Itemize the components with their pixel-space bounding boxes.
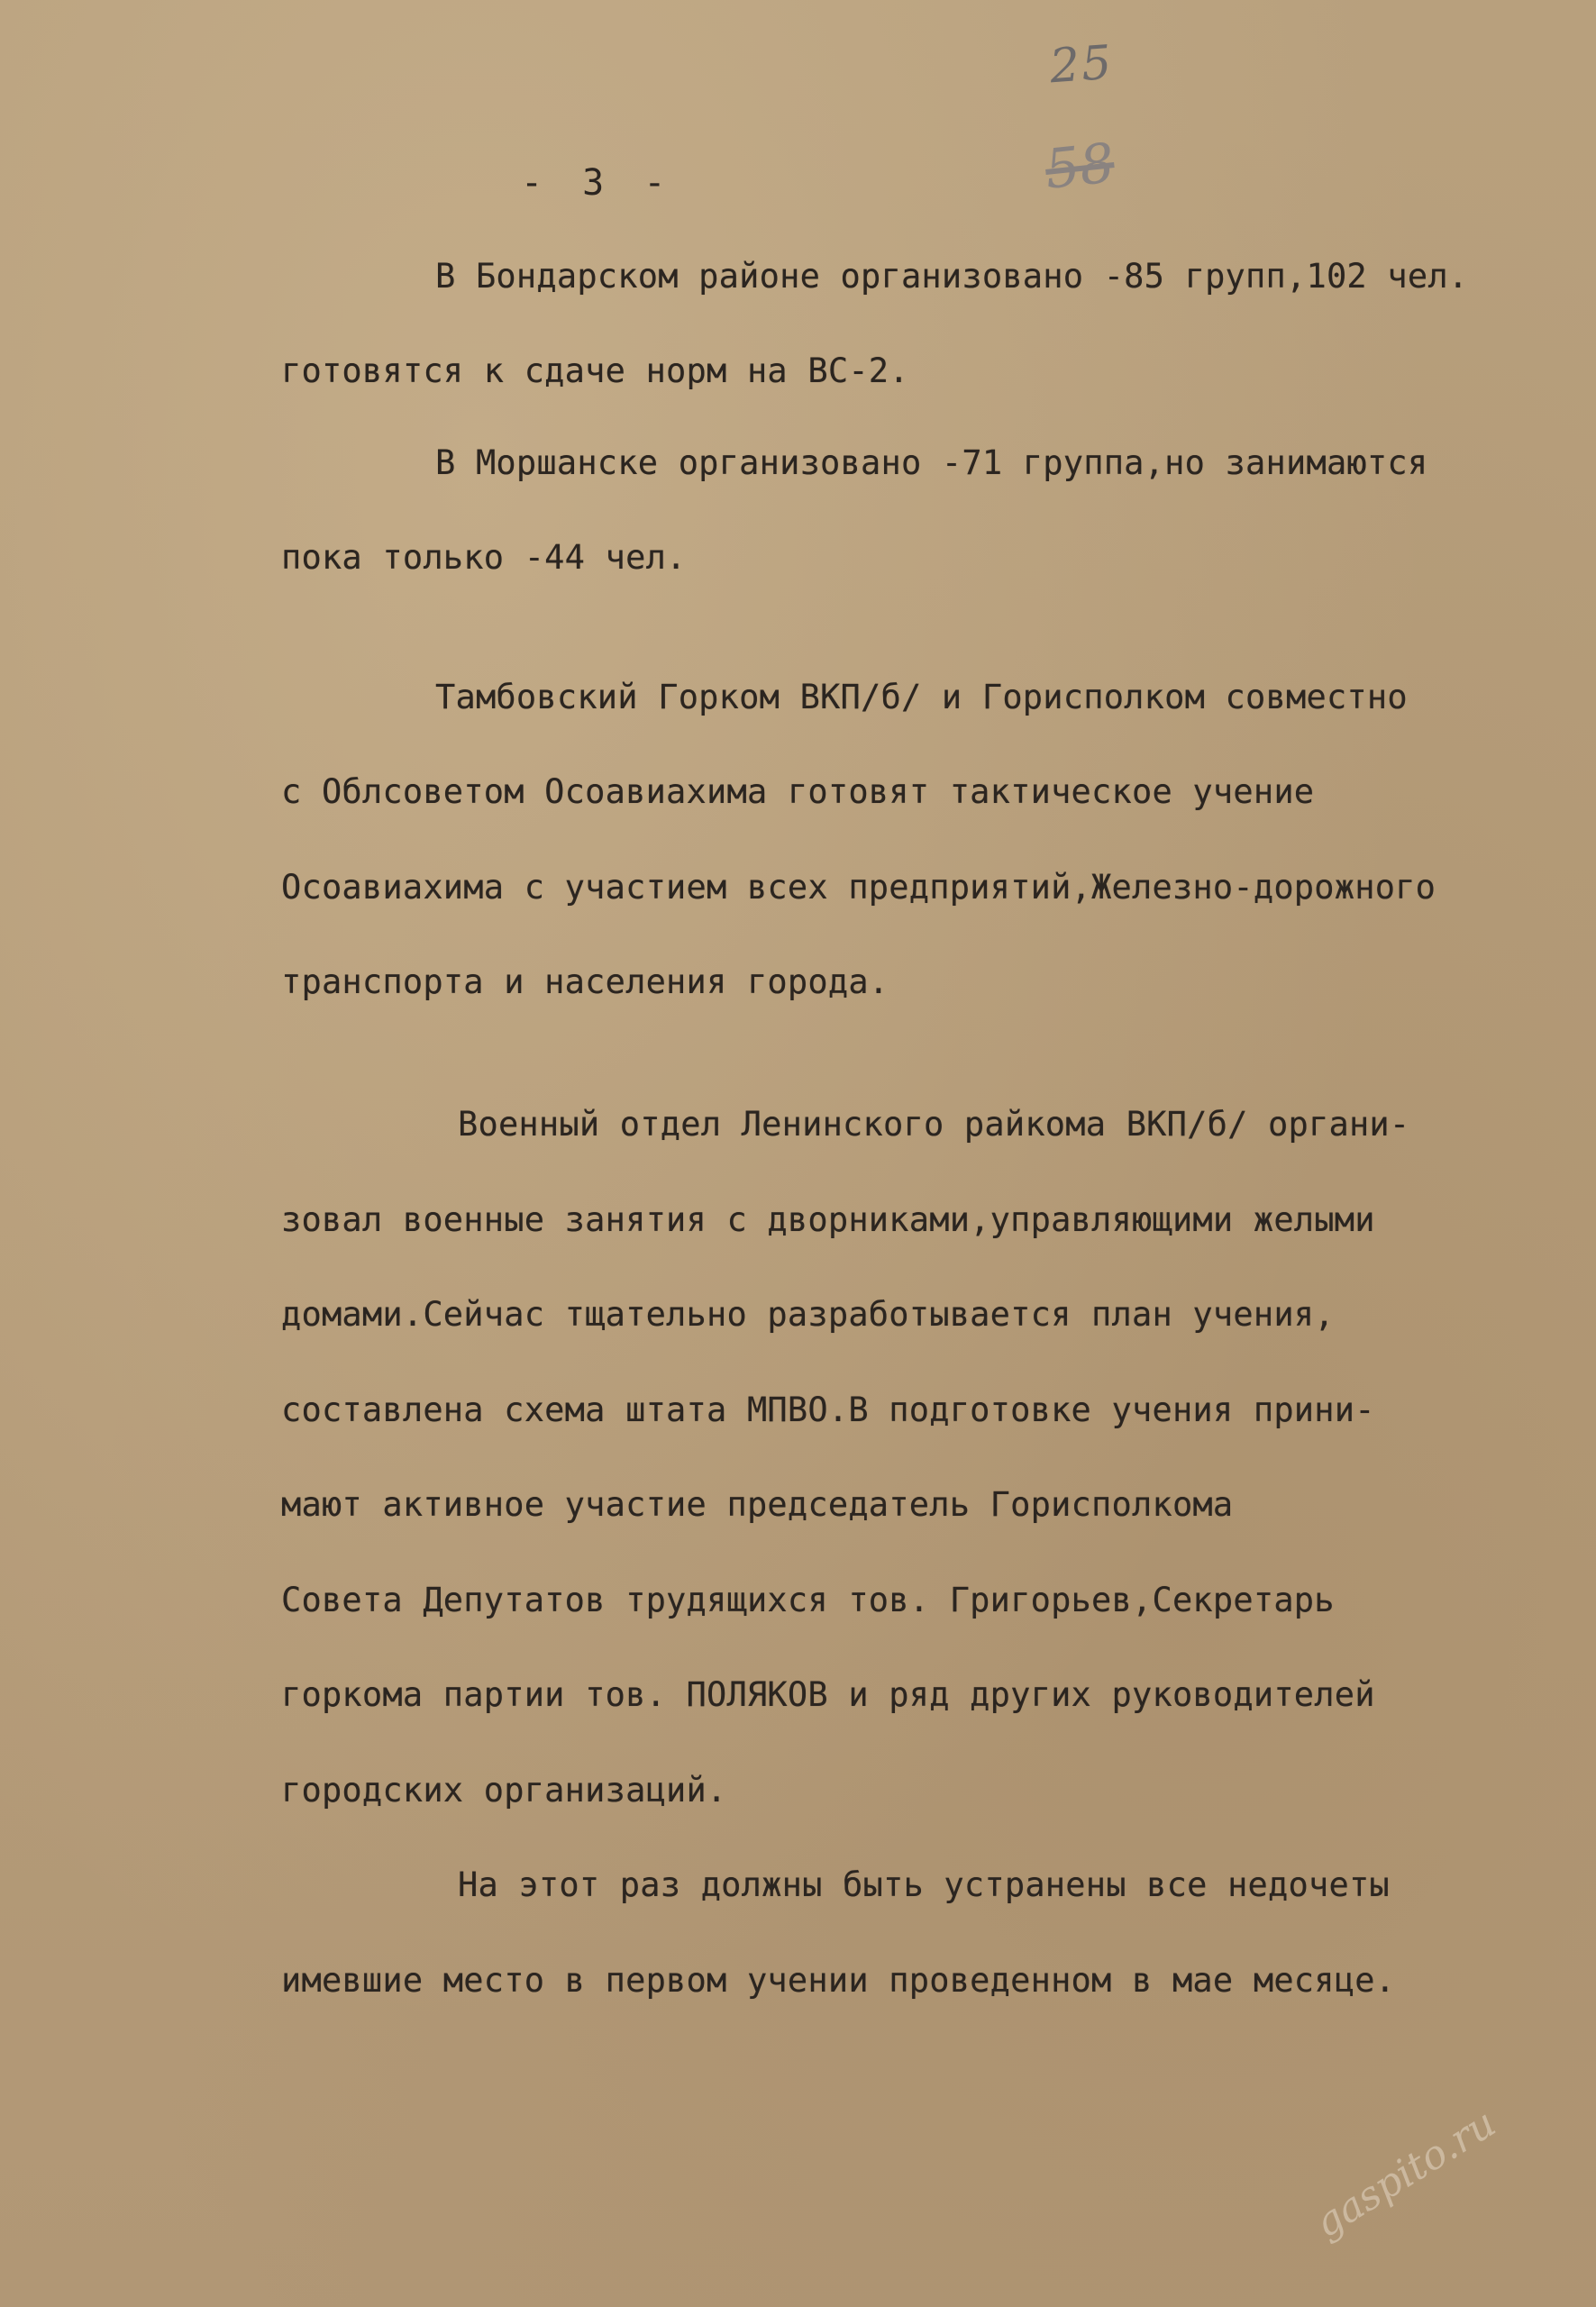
archive-page-number: 25 xyxy=(1047,35,1116,95)
text-line: Совета Депутатов трудящихся тов. Григорьев,Секретарь xyxy=(281,1581,1335,1619)
text-line: домами.Сейчас тщательно разработывается план учения, xyxy=(281,1295,1335,1334)
text-line: Осоавиахима с участием всех предприятий,Железно-дорожного xyxy=(281,868,1436,907)
text-line: имевшие место в первом учении проведенном в мае месяце. xyxy=(281,1961,1396,2000)
crossed-out-page-number: 58 xyxy=(1042,132,1117,202)
text-line: На этот раз должны быть устранены все недочеты xyxy=(458,1865,1390,1904)
text-line: Военный отдел Ленинского райкома ВКП/б/ органи- xyxy=(458,1105,1410,1144)
text-line: В Бондарском районе организовано -85 групп,102 чел. xyxy=(435,257,1469,296)
text-line: В Моршанске организовано -71 группа,но занимаются xyxy=(435,443,1428,482)
text-line: Тамбовский Горком ВКП/б/ и Горисполком совместно xyxy=(435,678,1408,716)
page-number: - 3 - xyxy=(521,162,675,204)
watermark: gaspito.ru xyxy=(1307,2100,1504,2248)
text-line: с Облсоветом Осоавиахима готовят тактическое учение xyxy=(281,772,1315,811)
text-line: мают активное участие председатель Горисполкома xyxy=(281,1485,1234,1524)
text-line: городских организаций. xyxy=(281,1771,727,1810)
text-line: составлена схема штата МПВО.В подготовке учения прини- xyxy=(281,1391,1375,1429)
text-line: готовятся к сдаче норм на ВС-2. xyxy=(281,351,909,390)
text-line: горкома партии тов. ПОЛЯКОВ и ряд других руководителей xyxy=(281,1675,1375,1714)
text-line: пока только -44 чел. xyxy=(281,538,687,577)
text-line: транспорта и населения города. xyxy=(281,962,889,1001)
text-line: зовал военные занятия с дворниками,управляющими желыми xyxy=(281,1200,1375,1239)
